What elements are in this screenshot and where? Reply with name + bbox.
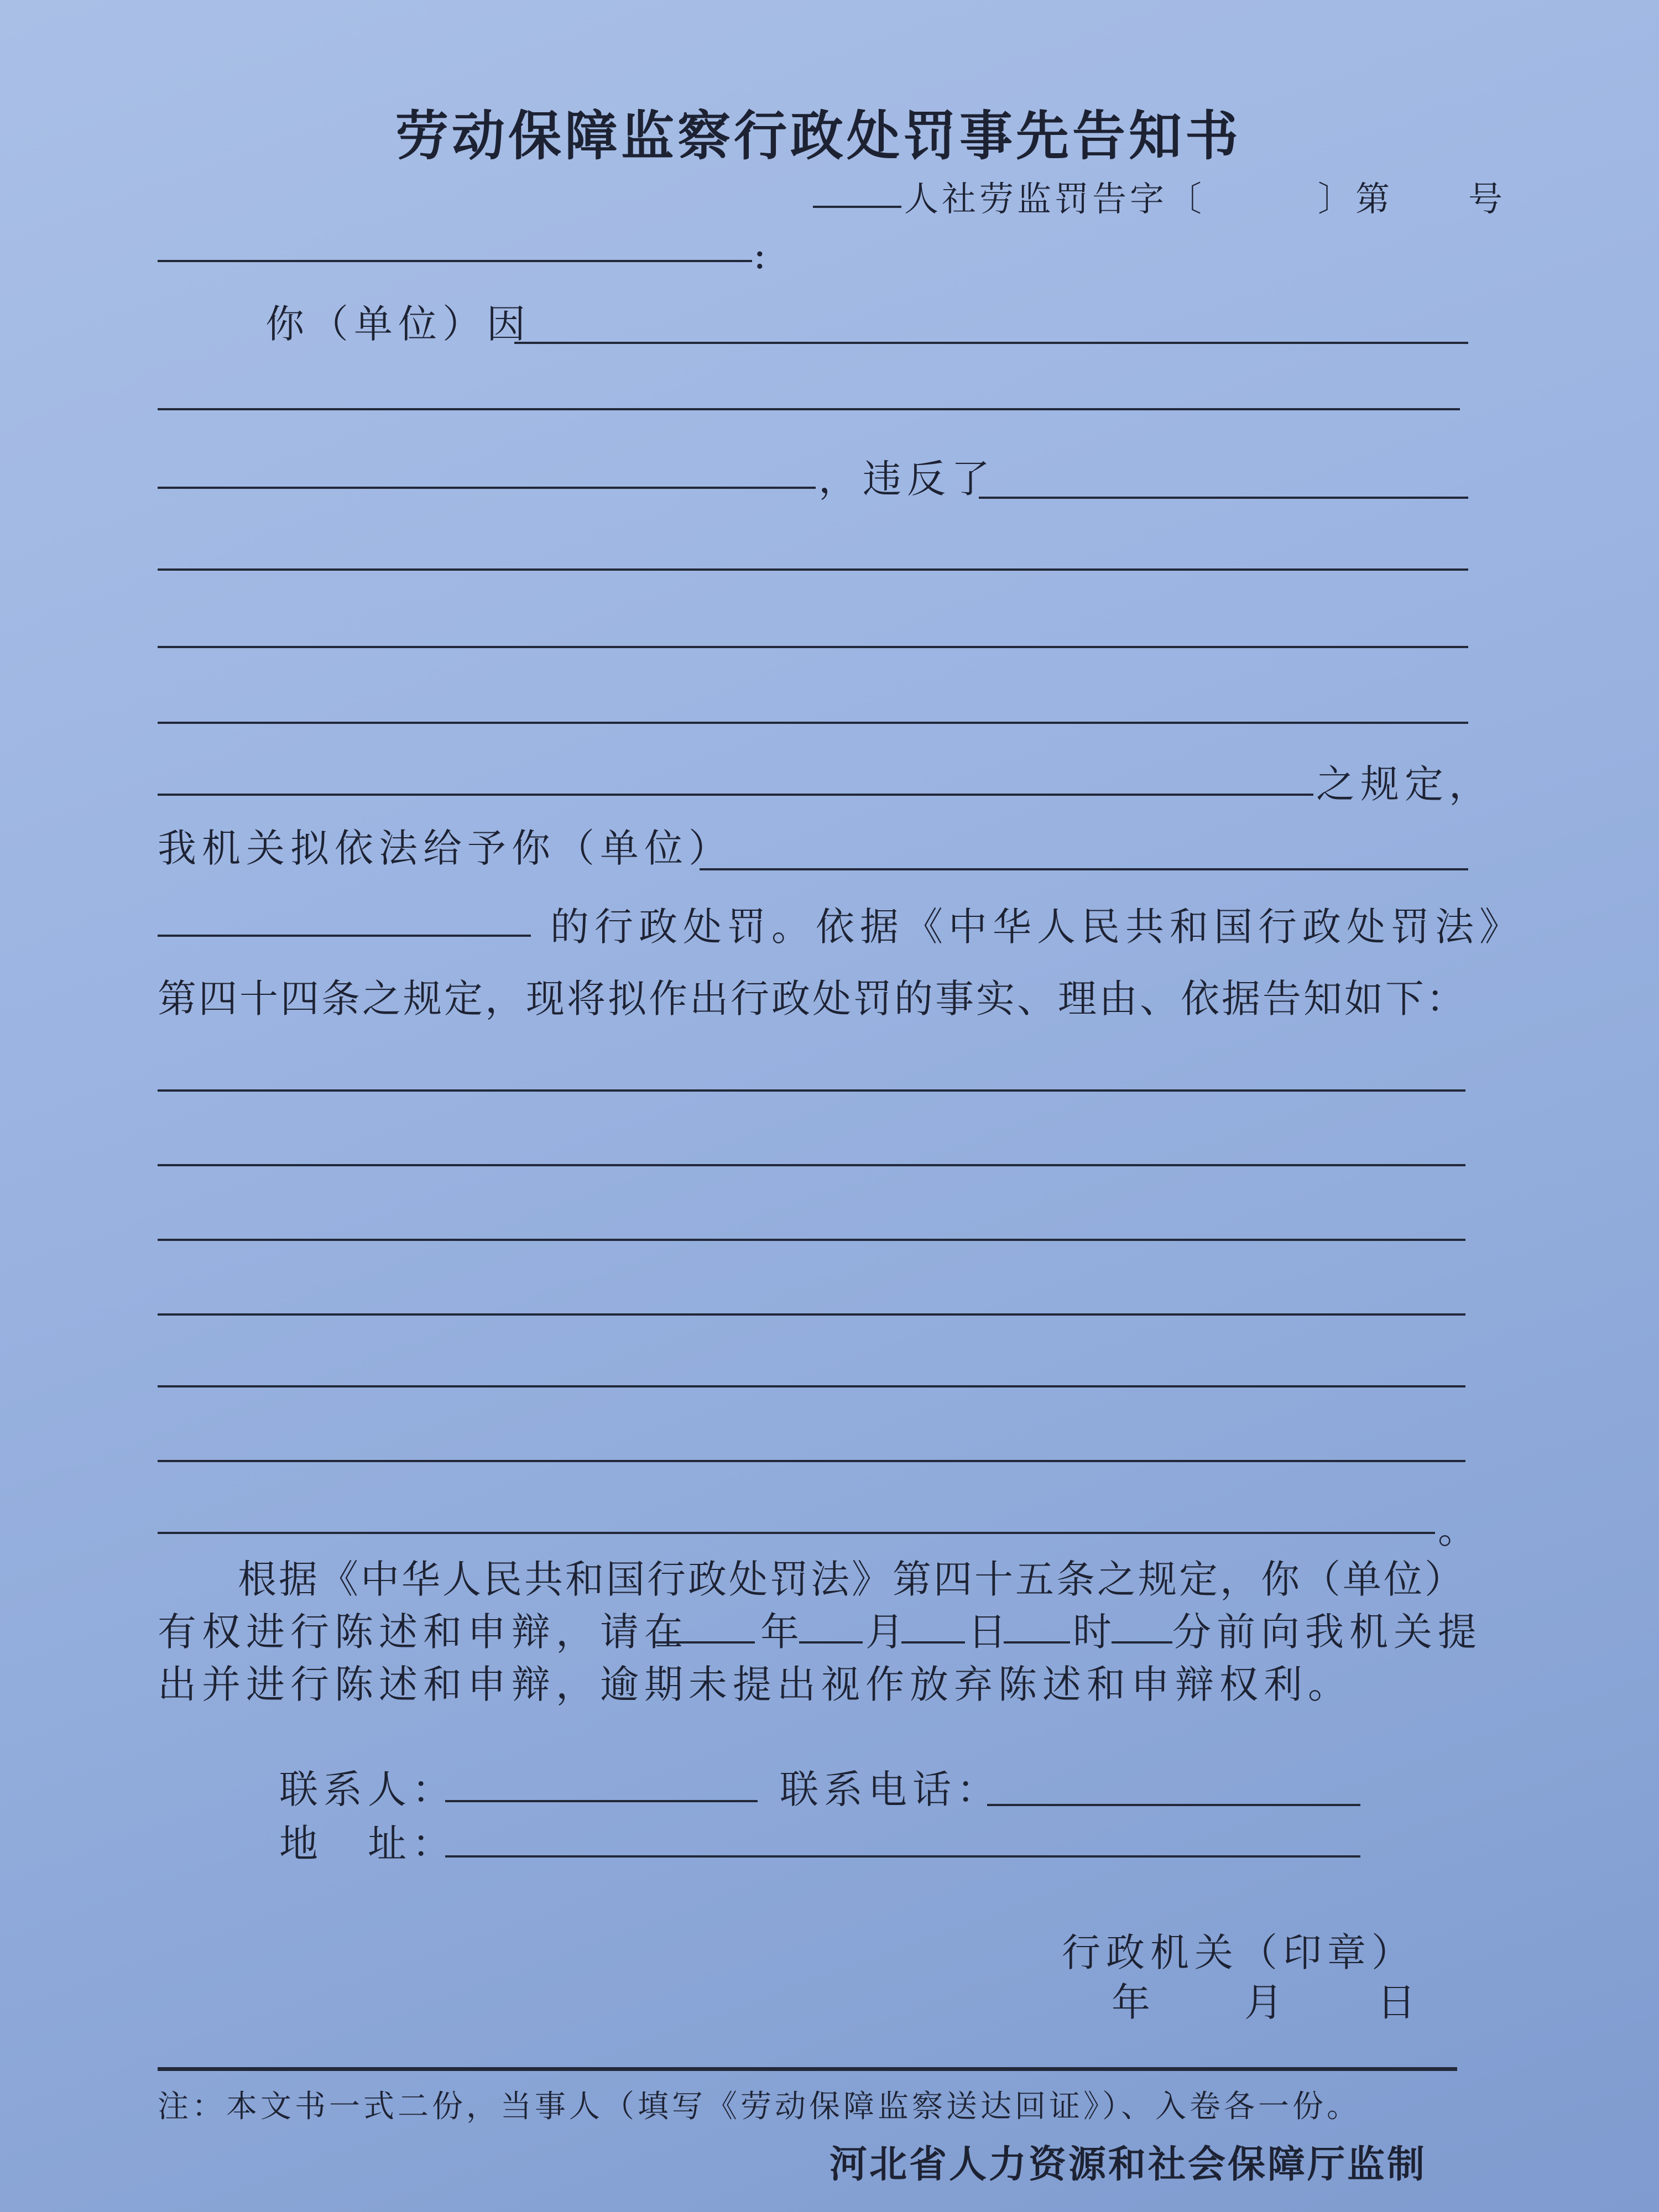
rights-line-1: 根据《中华人民共和国行政处罚法》第四十五条之规定，你（单位） bbox=[238, 1557, 1465, 1602]
doc-number-label: 人社劳监罚告字〔 〕第 号 bbox=[904, 179, 1506, 219]
phone-label: 联系电话： bbox=[780, 1767, 1001, 1812]
reason-blank-1 bbox=[514, 342, 1468, 344]
regulation-blank-4 bbox=[158, 722, 1468, 724]
reason-blank-3 bbox=[158, 487, 816, 489]
facts-blank-line bbox=[158, 1532, 1435, 1534]
phone-blank bbox=[987, 1804, 1360, 1806]
issuer-imprint: 河北省人力资源和社会保障厅监制 bbox=[830, 2143, 1427, 2187]
address-blank bbox=[445, 1855, 1360, 1858]
regulation-blank-1 bbox=[979, 497, 1468, 499]
regulation-blank-5 bbox=[158, 794, 1313, 796]
para1-lead: 你（单位）因 bbox=[265, 301, 531, 347]
contact-label: 联系人： bbox=[279, 1767, 456, 1812]
facts-blank-line bbox=[158, 1313, 1465, 1316]
penalty-tail: 的行政处罚。依据《中华人民共和国行政处罚法》 bbox=[550, 904, 1524, 950]
facts-blank-line bbox=[158, 1385, 1465, 1387]
violation-label: ，违反了 bbox=[818, 456, 995, 502]
reason-blank-2 bbox=[158, 408, 1460, 410]
doc-prefix-blank bbox=[813, 206, 901, 208]
address-label: 地 址： bbox=[279, 1821, 456, 1866]
penalty-lead: 我机关拟依法给予你（单位） bbox=[158, 826, 733, 871]
recipient-suffix: : bbox=[753, 232, 772, 278]
year-blank bbox=[655, 1641, 755, 1644]
facts-end-mark: 。 bbox=[1438, 1507, 1482, 1552]
date-label: 年 月 日 bbox=[1112, 1980, 1421, 2025]
month-label: 月 bbox=[865, 1609, 910, 1655]
minute-blank bbox=[1112, 1641, 1172, 1644]
hour-label: 时 bbox=[1073, 1609, 1117, 1655]
hour-blank bbox=[1004, 1641, 1070, 1644]
footer-divider bbox=[158, 2067, 1457, 2071]
document-title: 劳动保障监察行政处罚事先告知书 bbox=[395, 105, 1241, 167]
day-blank bbox=[901, 1641, 965, 1644]
basis-line: 第四十四条之规定，现将拟作出行政处罚的事实、理由、依据告知如下： bbox=[158, 976, 1467, 1021]
recipient-blank bbox=[158, 260, 752, 262]
year-label: 年 bbox=[760, 1609, 805, 1655]
penalty-blank-2 bbox=[158, 935, 531, 937]
facts-blank-line bbox=[158, 1164, 1465, 1166]
regulation-suffix: 之规定， bbox=[1316, 761, 1493, 807]
facts-blank-line bbox=[158, 1460, 1465, 1462]
facts-blank-line bbox=[158, 1239, 1465, 1241]
rights-line-2b: 分前向我机关提 bbox=[1172, 1609, 1482, 1655]
day-label: 日 bbox=[968, 1609, 1012, 1655]
contact-blank bbox=[445, 1800, 758, 1802]
seal-label: 行政机关（印章） bbox=[1062, 1930, 1416, 1975]
month-blank bbox=[799, 1641, 863, 1644]
footer-note: 注：本文书一式二份，当事人（填写《劳动保障监察送达回证》）、入卷各一份。 bbox=[158, 2089, 1361, 2125]
facts-blank-line bbox=[158, 1089, 1465, 1092]
rights-line-3: 出并进行陈述和申辩，逾期未提出视作放弃陈述和申辩权利。 bbox=[158, 1662, 1352, 1707]
regulation-blank-3 bbox=[158, 646, 1468, 648]
penalty-blank-1 bbox=[700, 868, 1468, 870]
rights-line-2a: 有权进行陈述和申辩，请在 bbox=[158, 1609, 688, 1655]
regulation-blank-2 bbox=[158, 568, 1468, 571]
